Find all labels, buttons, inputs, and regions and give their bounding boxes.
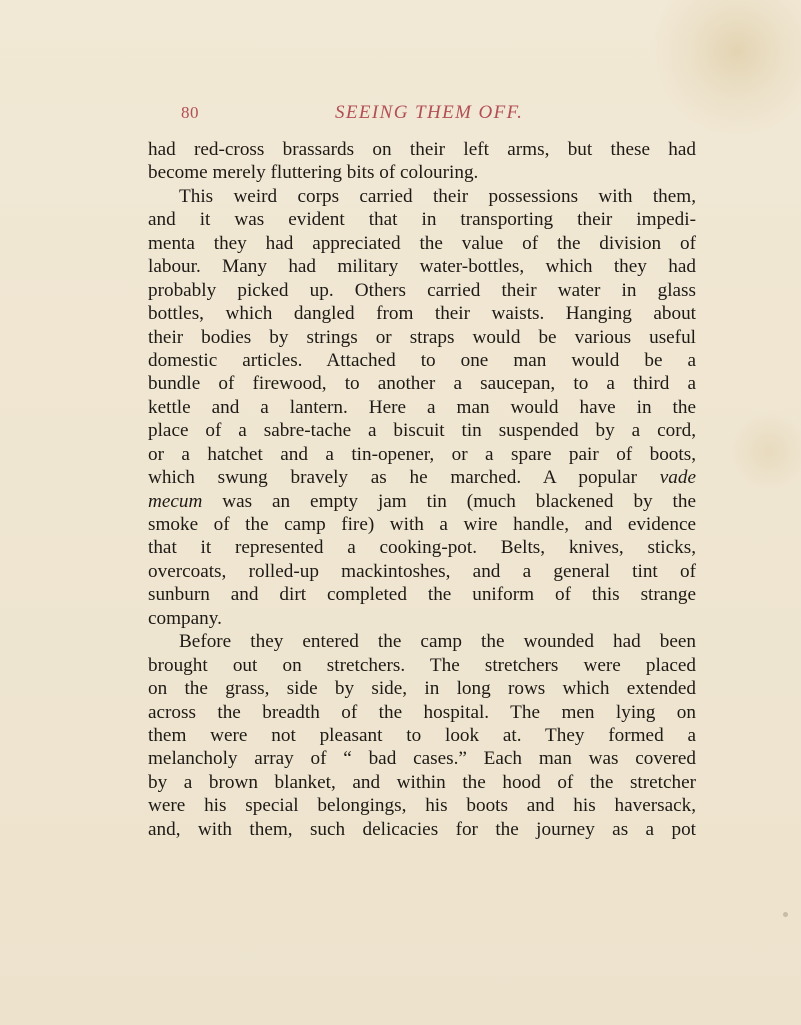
text-line-7: probably picked up. Others carried their water in glass	[148, 279, 696, 301]
text-line-27: melancholy array of “ bad cases.” Each man was covered	[148, 748, 696, 770]
body-text	[148, 138, 696, 841]
text-line-16-text: was an empty jam tin (much blackened by the	[222, 490, 696, 512]
page-number: 80	[181, 103, 199, 122]
text-line-1: had red-cross brassards on their left arms, but these had	[148, 139, 696, 160]
text-line-12: kettle and a lantern. Here a man would have in the	[148, 396, 696, 418]
text-line-15-text: which swung bravely as he marched. A popular	[148, 467, 638, 489]
text-line-14: or a hatchet and a tin-opener, or a spare pair of boots,	[148, 443, 696, 465]
text-line-8: bottles, which dangled from their waists. Hanging about	[148, 303, 696, 325]
page-header	[0, 103, 801, 127]
text-line-5: menta they had appreciated the value of the division of	[148, 232, 696, 254]
text-line-24: on the grass, side by side, in long rows which extended	[148, 678, 696, 700]
text-line-6: labour. Many had military water-bottles, which they had	[148, 256, 696, 278]
text-line-21: company.	[148, 607, 222, 629]
text-line-16	[148, 490, 696, 513]
text-line-29: were his special belongings, his boots and his haversack,	[148, 795, 696, 817]
text-line-26: them were not pleasant to look at. They formed a	[148, 724, 696, 746]
text-line-10: domestic articles. Attached to one man would be a	[148, 349, 696, 371]
italic-vade: vade	[659, 467, 696, 489]
text-line-4: and it was evident that in transporting their impedi-	[148, 209, 696, 231]
running-head: SEEING THEM OFF.	[335, 102, 524, 123]
text-line-30: and, with them, such delicacies for the journey as a pot	[148, 818, 696, 840]
text-line-28: by a brown blanket, and within the hood of the stretcher	[148, 771, 696, 793]
text-line-18: that it represented a cooking-pot. Belts, knives, sticks,	[148, 537, 696, 559]
paper-speck	[783, 912, 788, 917]
italic-mecum: mecum	[148, 490, 203, 512]
text-line-23: brought out on stretchers. The stretchers were placed	[148, 654, 696, 676]
text-line-3: This weird corps carried their possessions with them,	[179, 185, 696, 207]
text-line-20: sunburn and dirt completed the uniform of this strange	[148, 584, 696, 606]
text-line-25: across the breadth of the hospital. The men lying on	[148, 701, 696, 723]
text-line-13: place of a sabre-tache a biscuit tin suspended by a cord,	[148, 420, 696, 442]
text-line-2: become merely fluttering bits of colouring.	[148, 162, 479, 184]
text-line-17: smoke of the camp fire) with a wire handle, and evidence	[148, 514, 696, 535]
text-line-9: their bodies by strings or straps would be various useful	[148, 326, 696, 348]
text-line-22: Before they entered the camp the wounded had been	[179, 631, 696, 653]
text-line-11: bundle of firewood, to another a saucepan, to a third a	[148, 373, 696, 395]
text-line-15	[148, 466, 696, 489]
text-line-19: overcoats, rolled-up mackintoshes, and a general tint of	[148, 560, 696, 582]
